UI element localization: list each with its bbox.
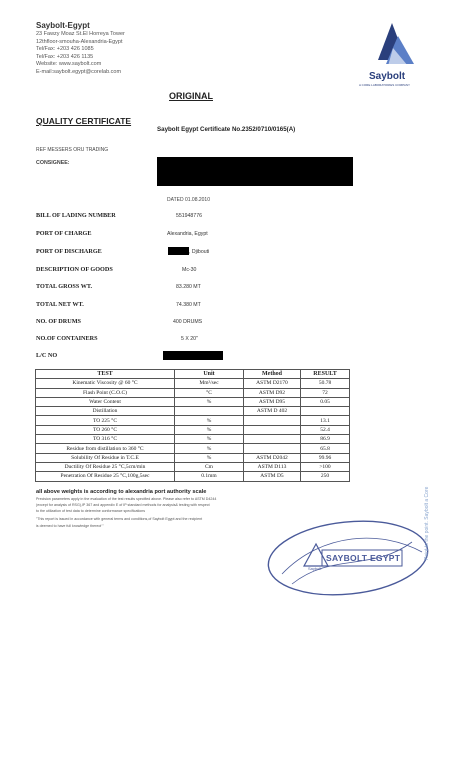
consignee-redaction [157, 157, 353, 186]
col-method-header: Method [244, 370, 301, 379]
note-line-2: (except for analysis of RSG),IP 367 and appendix E of IP standard methods for analysis& testing with respect [36, 503, 210, 507]
cell-result: 250 [301, 472, 350, 481]
cell-method: ASTM D5 [244, 472, 301, 481]
discharge-redaction [168, 247, 189, 255]
cell-unit: % [175, 397, 244, 406]
address-line-2: 12thfloor-smouha-Alexandria-Egypt [36, 38, 123, 45]
cell-result: 52.4 [301, 425, 350, 434]
cell-method: ASTM D2170 [244, 379, 301, 388]
cell-result: 13.1 [301, 416, 350, 425]
cell-test: TO 225 °C [36, 416, 175, 425]
ref-messers: REF MESSERS ORU TRADING [36, 147, 109, 153]
cell-test: Ductility Of Residue 25 °C,5cm/min [36, 462, 175, 471]
table-row [36, 453, 350, 462]
note-line-5: is deemed to have full knowledge thereof " [36, 524, 104, 528]
field-value-port-of-discharge: , Djibouti [189, 249, 210, 255]
cell-unit: 0.1mm [175, 472, 244, 481]
cell-method: ASTM D113 [244, 462, 301, 471]
cell-method: ASTM D92 [244, 388, 301, 397]
table-row [36, 388, 350, 397]
field-label-net-wt: TOTAL NET WT. [36, 301, 84, 308]
cell-result: 99.96 [301, 453, 350, 462]
field-value-bill-of-lading: 551948776 [176, 213, 202, 219]
field-value-drums: 400 DRUMS [173, 319, 203, 325]
field-label-drums: NO. OF DRUMS [36, 318, 81, 325]
cell-unit: % [175, 435, 244, 444]
field-label-description: DESCRIPTION OF GOODS [36, 266, 113, 273]
cell-method [244, 416, 301, 425]
field-value-port-of-charge: Alexandria, Egypt [167, 231, 208, 237]
email-line: E-mail:saybolt.egypt@corelab.com [36, 68, 122, 75]
original-label: ORIGINAL [169, 91, 213, 101]
cell-test: Kinematic Viscosity @ 60 °C [36, 379, 175, 388]
cell-test: Water Content [36, 397, 175, 406]
cell-test: TO 316 °C [36, 435, 175, 444]
cell-unit: Cm [175, 462, 244, 471]
website-line: Website: www.saybolt.com [36, 61, 102, 67]
cell-unit: °C [175, 388, 244, 397]
note-line-4: "This report is issued in accordance with general terms and conditions,of Saybolt Egypt and the recipient [36, 517, 203, 521]
col-result-header: RESULT [301, 370, 350, 379]
field-value-gross-wt: 83.280 MT [176, 284, 201, 290]
field-label-gross-wt: TOTAL GROSS WT. [36, 283, 93, 290]
company-name: Saybolt-Egypt [36, 21, 90, 30]
quality-certificate-title: QUALITY CERTIFICATE [36, 116, 132, 126]
field-label-containers: NO.OF CONTAINERS [36, 335, 98, 342]
cell-unit: % [175, 444, 244, 453]
cell-result [301, 407, 350, 416]
note-line-1: Precision parameters apply in the evaluation of the test results specified above. Please also refer to ASTM D4244 [36, 497, 217, 501]
cell-method [244, 425, 301, 434]
stamp-text: SAYBOLT EGYPT [326, 553, 401, 563]
table-row [36, 462, 350, 471]
field-label-bill-of-lading: BILL OF LADING NUMBER [36, 212, 116, 219]
address-line-1: 23 Fawzy Moaz St.El Horreya Tower [36, 31, 125, 37]
cell-unit: % [175, 425, 244, 434]
table-row [36, 397, 350, 406]
certificate-number: Saybolt Egypt Certificate No.2352/0710/0165(A) [157, 126, 296, 133]
cell-unit [175, 407, 244, 416]
table-row [36, 379, 350, 388]
tel-fax-line-1: Tel/Fax: +203 426 1085 [36, 46, 94, 52]
cell-result: 86.9 [301, 435, 350, 444]
logo-name: Saybolt [369, 71, 406, 82]
table-row [36, 416, 350, 425]
col-test-header: TEST [36, 370, 175, 379]
results-table [35, 369, 350, 482]
cell-test: TO 260 °C [36, 425, 175, 434]
stamp-small-text: Saybolt [308, 566, 322, 571]
field-value-net-wt: 74.380 MT [176, 302, 201, 308]
logo-tagline: A CORE LABORATORIES COMPANY [359, 83, 411, 87]
field-value-description: Mc-30 [182, 267, 197, 273]
cell-result: 50.78 [301, 379, 350, 388]
vertical-side-text: Point to the point. Saybolt a Core [424, 486, 430, 560]
table-row [36, 407, 350, 416]
weights-note: all above weights is according to alexandria port authority scale [36, 489, 207, 495]
cell-test: Flash Point (C.O.C) [36, 388, 175, 397]
cell-test: Penetration Of Residue 25 °C,100g,5sec [36, 472, 175, 481]
cell-result: 0.05 [301, 397, 350, 406]
cell-result: >100 [301, 462, 350, 471]
field-label-port-of-charge: PORT OF CHARGE [36, 230, 92, 237]
tel-fax-line-2: Tel/Fax: +203 426 1135 [36, 53, 94, 60]
note-line-3: to the utilization of test data to determine conformance specifications [36, 509, 146, 513]
dated: DATED 01.08.2010 [167, 197, 210, 203]
table-header-row [36, 370, 350, 379]
table-row [36, 444, 350, 453]
cell-unit: Mm²/sec [175, 379, 244, 388]
cell-result: 72 [301, 388, 350, 397]
col-unit-header: Unit [175, 370, 244, 379]
cell-method: ASTM D95 [244, 397, 301, 406]
cell-unit: % [175, 416, 244, 425]
field-label-port-of-discharge: PORT OF DISCHARGE [36, 248, 102, 255]
field-label-lc-no: L/C NO [36, 352, 58, 359]
table-row [36, 472, 350, 481]
cell-result: 65.8 [301, 444, 350, 453]
cell-method [244, 444, 301, 453]
field-value-containers: 5 X 20" [181, 336, 198, 342]
consignee-label: CONSIGNEE: [36, 160, 70, 166]
table-row [36, 425, 350, 434]
table-row [36, 435, 350, 444]
cell-method: ASTM D2042 [244, 453, 301, 462]
lc-no-redaction [163, 351, 223, 360]
cell-test: Distillation [36, 407, 175, 416]
cell-test: Residue from distillation to 360 °C [36, 444, 175, 453]
cell-method [244, 435, 301, 444]
cell-test: Solubility Of Residue in T.C.E [36, 453, 175, 462]
cell-method: ASTM D 402 [244, 407, 301, 416]
cell-unit: % [175, 453, 244, 462]
